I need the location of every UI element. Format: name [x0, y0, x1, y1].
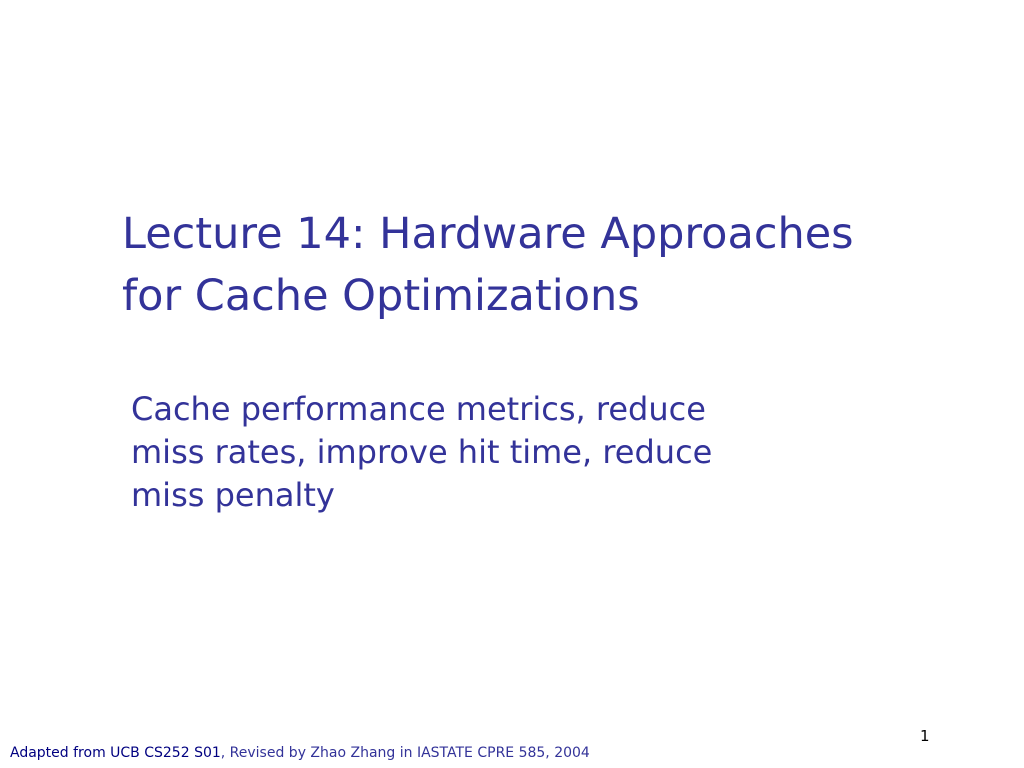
footer-credit — [10, 743, 590, 763]
slide-title-line-1: Lecture 14: Hardware Approaches — [122, 209, 854, 259]
slide-subtitle-line-1: Cache performance metrics, reduce — [131, 390, 706, 428]
slide-title — [122, 203, 982, 327]
slide-subtitle — [131, 388, 891, 517]
footer-revised-text: Revised by Zhao Zhang in IASTATE CPRE 585, 2004 — [229, 745, 590, 761]
footer-separator: , — [220, 745, 230, 761]
slide-subtitle-line-2: miss rates, improve hit time, reduce — [131, 433, 713, 471]
slide-subtitle-line-3: miss penalty — [131, 476, 335, 514]
page-number: 1 — [920, 727, 930, 745]
footer-adapted-text: Adapted from UCB CS252 S01 — [10, 745, 221, 761]
slide-title-line-2: for Cache Optimizations — [122, 271, 640, 321]
